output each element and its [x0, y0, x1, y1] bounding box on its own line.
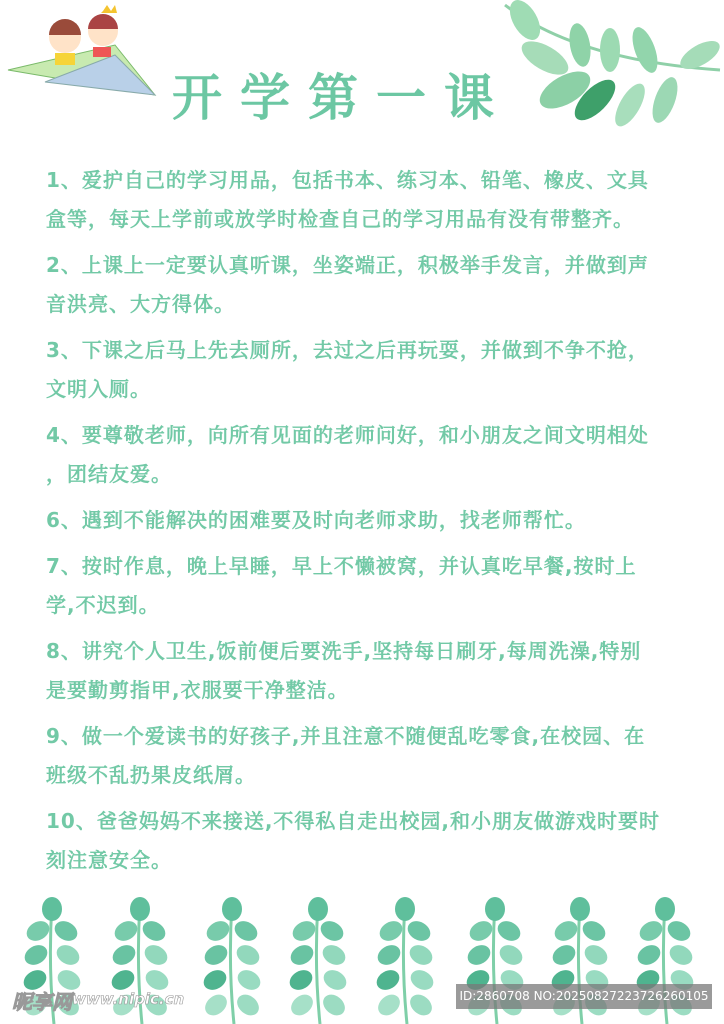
rule-line: 3、下课之后马上先去厕所，去过之后再玩耍，并做到不争不抢， — [46, 338, 649, 362]
watermark-url: www.nipic.cn — [72, 990, 185, 1008]
kids-paper-plane-illustration — [5, 5, 160, 97]
rule-line: 8、讲究个人卫生,饭前便后要洗手,坚持每日刷牙,每周洗澡,特别 — [46, 639, 642, 663]
watermark-id: ID:2860708 NO:20250827223726260105 — [456, 984, 712, 1009]
rule-line: 4、要尊敬老师，向所有见面的老师问好，和小朋友之间文明相处 — [46, 423, 649, 447]
rule-line: ，团结友爱。 — [46, 462, 172, 486]
rule-line: 班级不乱扔果皮纸屑。 — [46, 763, 256, 787]
rule-item — [46, 501, 696, 540]
watermark-logo: 昵享网 — [12, 990, 72, 1014]
rule-item — [46, 717, 696, 795]
rule-line: 学,不迟到。 — [46, 593, 160, 617]
leaf-sprig-icon — [286, 897, 350, 1024]
rule-item — [46, 547, 696, 625]
rule-item — [46, 331, 696, 409]
leaf-sprig-icon — [200, 897, 264, 1024]
rule-line: 1、爱护自己的学习用品，包括书本、练习本、铅笔、橡皮、文具 — [46, 168, 649, 192]
rule-line: 9、做一个爱读书的好孩子,并且注意不随便乱吃零食,在校园、在 — [46, 724, 646, 748]
rule-line: 2、上课上一定要认真听课，坐姿端正，积极举手发言，并做到声 — [46, 253, 649, 277]
leaf-branch-illustration — [495, 0, 724, 135]
rule-line: 10、爸爸妈妈不来接送,不得私自走出校园,和小朋友做游戏时要时 — [46, 809, 661, 833]
rule-item — [46, 161, 696, 239]
rule-line: 文明入厕。 — [46, 377, 151, 401]
rule-line: 是要勤剪指甲,衣服要干净整洁。 — [46, 678, 349, 702]
rule-line: 7、按时作息，晚上早睡，早上不懒被窝，并认真吃早餐,按时上 — [46, 554, 637, 578]
page-title: 开学第一课 — [172, 69, 512, 127]
rule-item — [46, 632, 696, 710]
rules-list — [46, 161, 696, 887]
leaf-sprig-icon — [373, 897, 437, 1024]
rule-line: 音洪亮、大方得体。 — [46, 292, 235, 316]
rule-item — [46, 802, 696, 880]
rule-line: 刻注意安全。 — [46, 848, 172, 872]
rule-line: 6、遇到不能解决的困难要及时向老师求助，找老师帮忙。 — [46, 508, 586, 532]
rule-item — [46, 416, 696, 494]
rule-item — [46, 246, 696, 324]
rule-line: 盒等，每天上学前或放学时检查自己的学习用品有没有带整齐。 — [46, 207, 634, 231]
